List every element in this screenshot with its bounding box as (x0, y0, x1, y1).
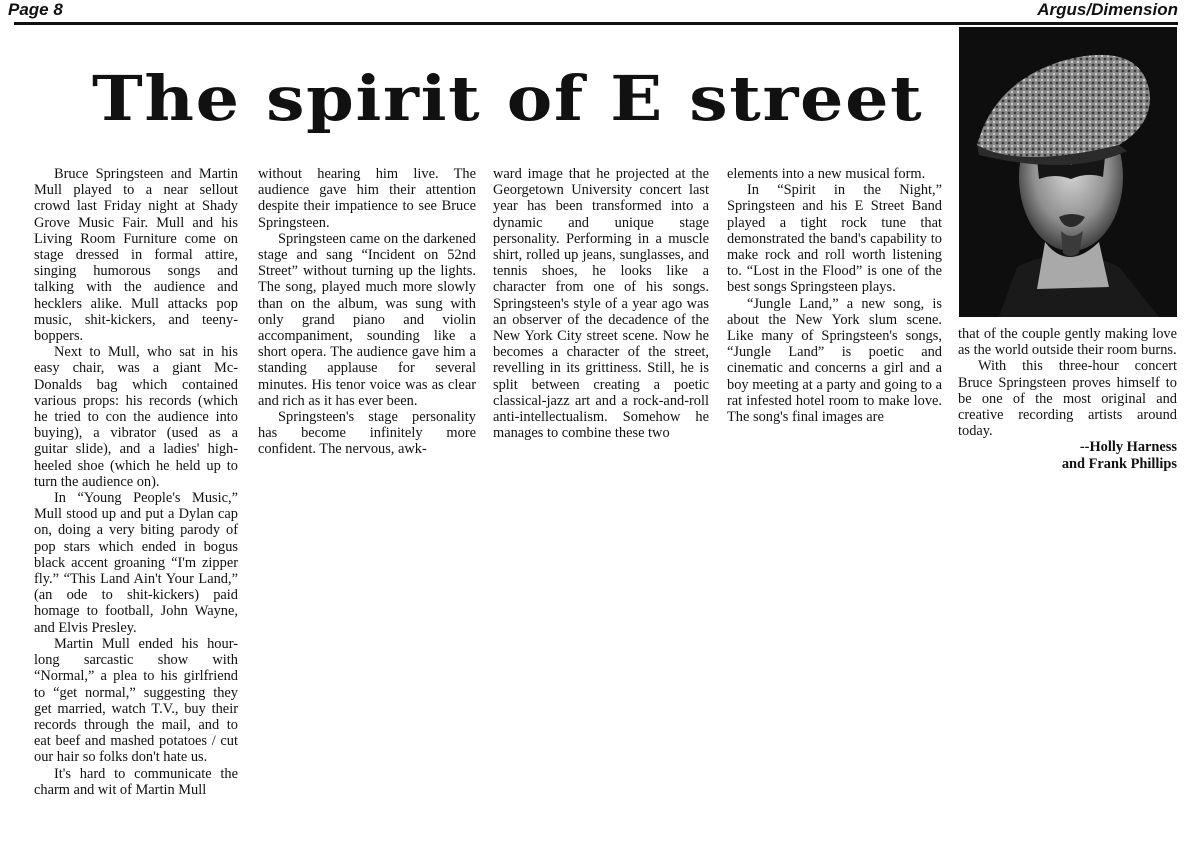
publication-name: Argus/Dimension (1037, 0, 1178, 19)
page-header (0, 0, 1200, 22)
article-column-4 (727, 166, 942, 425)
paragraph: that of the couple gently making love as the world outside their room burns. (958, 326, 1177, 359)
article-column-5 (958, 326, 1177, 472)
paragraph: In “Young People's Music,” Mull stood up and put a Dylan cap on, doing a very biting parody of pop stars which ended in bogus black accent groaning “I'm zipper fly.” “This Land Ain't Your Land,” (an ode to shit-kickers) paid homage to football, John Wayne, and Elvis Presley. (34, 490, 238, 636)
portrait-photo-image (959, 27, 1177, 317)
headline: The spirit of E street (92, 62, 924, 135)
paragraph: Bruce Springsteen and Martin Mull played to a near sellout crowd last Friday night at Shady Grove Music Fair. Mull and his Living Room Furniture come on stage dressed in formal attire, singing humorous songs and talking with the audience and hecklers alike. Mull attacks pop music, shit-kickers, and teeny-boppers. (34, 166, 238, 345)
portrait-photo (959, 27, 1177, 317)
paragraph: Next to Mull, who sat in his easy chair, was a giant Mc-Donalds bag which contained various props: his records (which he tried to con the audience into buying), a vibrator (used as a guitar slide), and a ladies' high-heeled shoe (which he held up to turn the audience on). (34, 344, 238, 490)
byline (958, 439, 1177, 471)
article-column-3 (493, 166, 709, 441)
paragraph: ward image that he projected at the Georgetown University concert last year has been transformed into a dynamic and unique stage personality. Performing in a muscle shirt, rolled up jeans, sunglasses, and tennis shoes, he looks like a character from one of his songs. Springsteen's style of a year ago was an observer of the decadence of the New York City street scene. Now he becomes a character of the street, revelling in its grittiness. Still, he is split between creating a poetic classical-jazz art and a rock-and-roll anti-intellectualism. Somehow he manages to combine these two (493, 166, 709, 442)
paragraph: Springsteen's stage personality has become infinitely more confident. The nervous, awk- (258, 409, 476, 458)
paragraph: elements into a new musical form. (727, 166, 926, 182)
article-column-1 (34, 166, 238, 798)
header-rule (14, 22, 1178, 25)
paragraph: without hearing him live. The audience gave him their attention despite their impatience to see Bruce Springsteen. (258, 166, 476, 231)
page-number: Page 8 (8, 0, 63, 19)
paragraph: With this three-hour concert Bruce Springsteen proves himself to be one of the most original and creative recording artists around today. (958, 358, 1177, 440)
paragraph: Martin Mull ended his hour-long sarcastic show with “Normal,” a plea to his girlfriend to “get normal,” suggesting they get married, watch T.V., buy their records through the mail, and to eat beef and mashed potatoes / cut our hair so folks don't hate us. (34, 635, 238, 766)
paragraph: “Jungle Land,” a new song, is about the New York slum scene. Like many of Springsteen's songs, “Jungle Land” is poetic and cinematic and concerns a girl and a boy meeting at a party and going to a rat infested hotel room to make love. The song's final images are (727, 295, 942, 426)
paragraph: It's hard to communicate the charm and wit of Martin Mull (34, 765, 238, 798)
paragraph: Springsteen came on the darkened stage and sang “Incident on 52nd Street” without turning up the lights. The song, played much more slowly than on the album, was sung with only grand piano and violin accompaniment, sounding like a short opera. The audience gave him a standing applause for several minutes. His tenor voice was as clear and rich as it has ever been. (258, 230, 476, 409)
byline-author: --Holly Harness (1079, 439, 1177, 456)
article-column-2 (258, 166, 476, 458)
byline-author: and Frank Phillips (1061, 455, 1177, 472)
paragraph: In “Spirit in the Night,” Springsteen and his E Street Band played a tight rock tune that demonstrated the band's capability to make rock and roll worth listening to. “Lost in the Flood” is one of the best songs Springsteen plays. (727, 182, 942, 296)
